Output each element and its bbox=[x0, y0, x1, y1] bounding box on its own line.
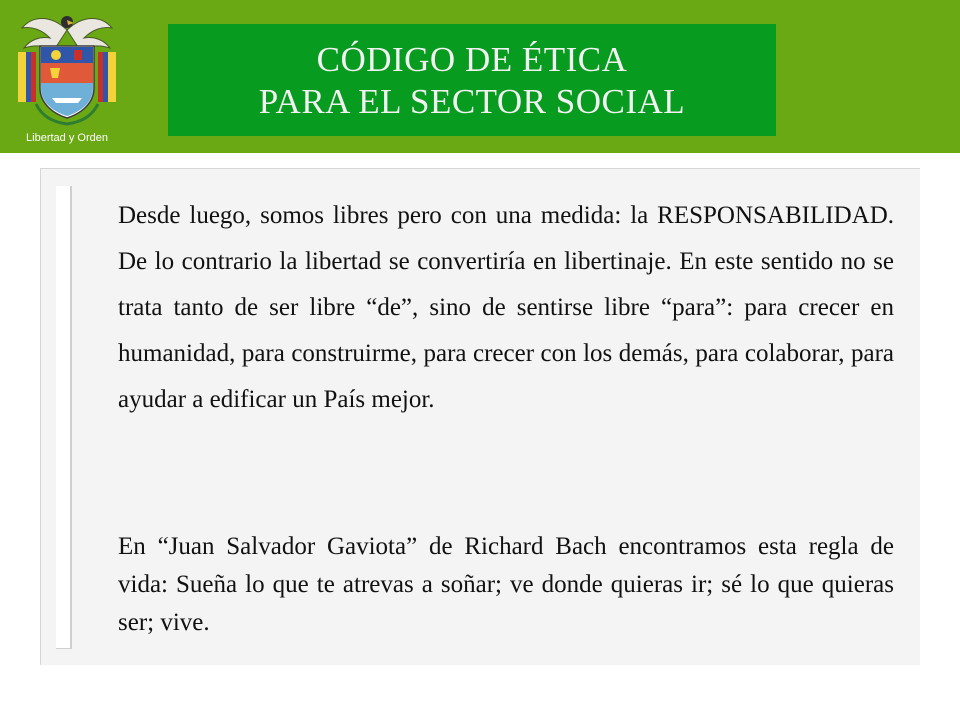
coat-of-arms-icon bbox=[12, 8, 122, 146]
title-line-1: CÓDIGO DE ÉTICA bbox=[316, 40, 628, 79]
emblem-motto-text: Libertad y Orden bbox=[26, 132, 108, 144]
title-line-2: PARA EL SECTOR SOCIAL bbox=[258, 82, 686, 121]
title-box bbox=[168, 24, 776, 136]
paragraph-responsibility: Desde luego, somos libres pero con una medida: la RESPONSABILIDAD. De lo contrario la libertad se convertiría en libertinaje. En este sentido no se trata tanto de ser libre “de”, sino de sentirse libre “para”: para crecer en humanidad, para construirme, para crecer con los demás, para colaborar, para ayudar a edificar un País mejor. bbox=[118, 202, 894, 413]
paragraph-gaviota-quote: En “Juan Salvador Gaviota” de Richard Bach encontramos esta regla de vida: Sueña lo que te atrevas a soñar; ve donde quieras ir; sé lo que quieras ser; vive. bbox=[118, 533, 894, 636]
left-decorative-rule bbox=[56, 186, 72, 649]
coat-of-arms-logo bbox=[12, 8, 122, 146]
